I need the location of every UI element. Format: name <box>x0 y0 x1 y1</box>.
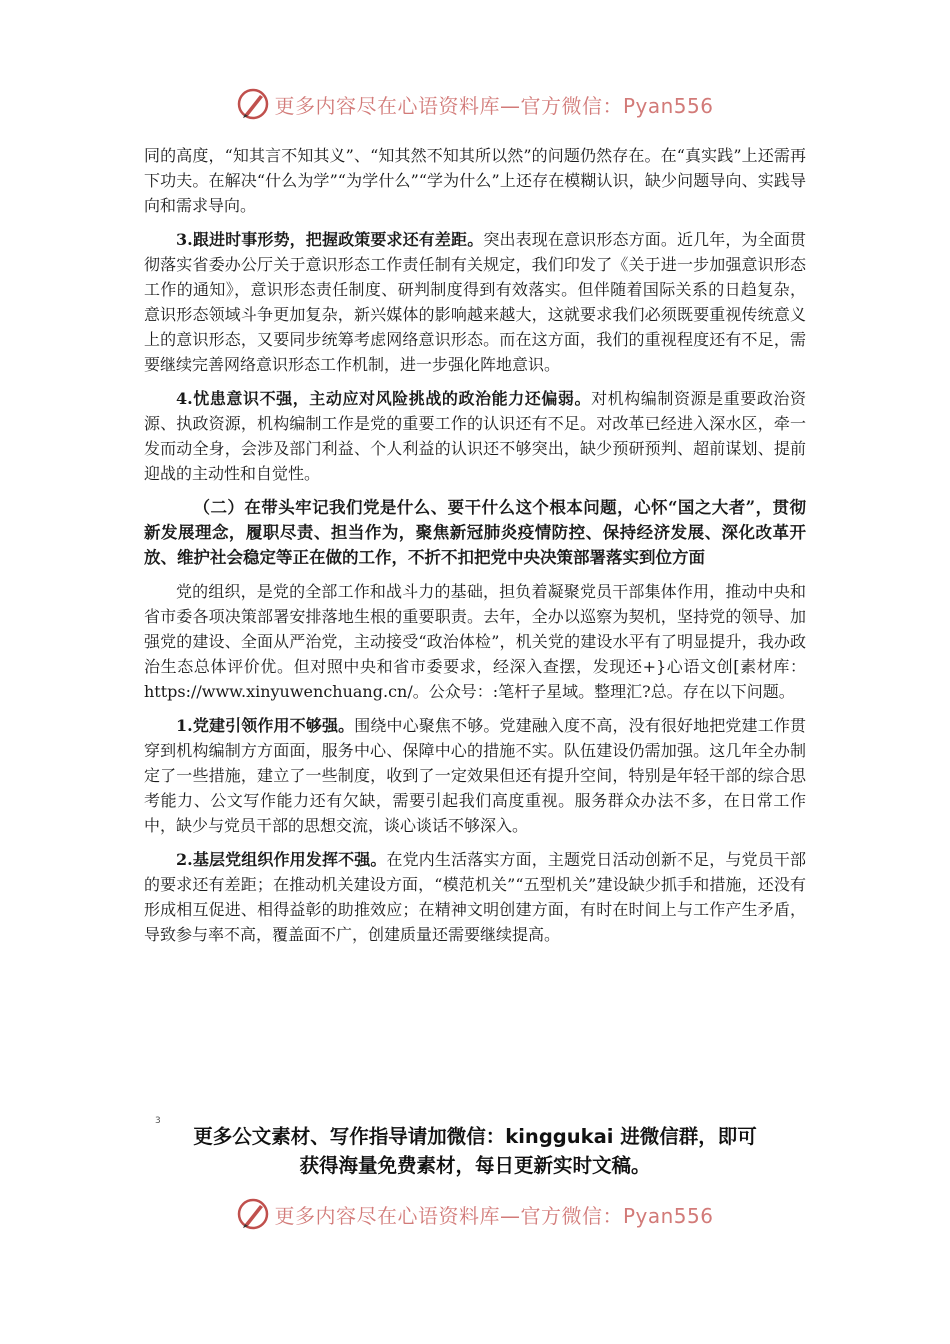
paragraph <box>144 227 806 377</box>
promo-block <box>150 1122 800 1180</box>
page-number: 3 <box>155 1116 161 1126</box>
paragraph <box>144 386 806 486</box>
paragraph: 党的组织，是党的全部工作和战斗力的基础，担负着凝聚党员干部集体作用，推动中央和省市委各项决策部署安排落地生根的重要职责。去年，全办以巡察为契机，坚持党的领导、加强党的建设、全面从严治党，主动接受“政治体检”，机关党的建设水平有了明显提升，我办政治生态总体评价优。但对照中央和省市委要求，经深入查摆，发现还+}心语文创[素材库：https://www.xinyuwenchuang.cn/。公众号：:笔杆子星域。整理汇?总。存在以下问题。 <box>144 582 806 701</box>
promo-line: 更多公文素材、写作指导请加微信：kinggukai 进微信群，即可 <box>193 1125 757 1148</box>
header-banner <box>0 84 950 124</box>
paragraph-text: 对机构编制资源是重要政治资源、执政资源，机构编制工作是党的重要工作的认识还有不足。对改革已经进入深水区，牵一发而动全身，会涉及部门利益、个人利益的认识还不够突出，缺少预研预判、超前谋划、提前迎战的主动性和自觉性。 <box>144 389 806 483</box>
paragraph: 同的高度，“知其言不知其义”、“知其然不知其所以然”的问题仍然存在。在“真实践”上还需再下功夫。在解决“什么为学”“为学什么”“学为什么”上还存在模糊认识，缺少问题导向、实践导向和需求导向。 <box>144 146 806 215</box>
subheading: 1.党建引领作用不够强。 <box>176 716 355 735</box>
document-body <box>144 143 806 947</box>
pen-logo-icon <box>236 1197 270 1231</box>
header-banner-text: 更多内容尽在心语资料库—官方微信：Pyan556 <box>274 93 714 118</box>
subheading: 3.跟进时事形势，把握政策要求还有差距。 <box>176 230 484 249</box>
paragraph-text: 围绕中心聚焦不够。党建融入度不高，没有很好地把党建工作贯穿到机构编制方方面面，服务中心、保障中心的措施不实。队伍建设仍需加强。这几年全办制定了一些措施，建立了一些制度，收到了一定效果但还有提升空间，特别是年轻干部的综合思考能力、公文写作能力还有欠缺，需要引起我们高度重视。服务群众办法不多，在日常工作中，缺少与党员干部的思想交流，谈心谈话不够深入。 <box>144 716 806 835</box>
section-heading: （二）在带头牢记我们党是什么、要干什么这个根本问题，心怀“国之大者”，贯彻新发展理念，履职尽责、担当作为，聚焦新冠肺炎疫情防控、保持经济发展、深化改革开放、维护社会稳定等正在做的工作，不折不扣把党中央决策部署落实到位方面 <box>144 498 806 567</box>
paragraph-text: 突出表现在意识形态方面。近几年，为全面贯彻落实省委办公厅关于意识形态工作责任制有关规定，我们印发了《关于进一步加强意识形态工作的通知》，意识形态责任制度、研判制度得到有效落实。但伴随着国际关系的日趋复杂，意识形态领域斗争更加复杂，新兴媒体的影响越来越大，这就要求我们必须既要重视传统意义上的意识形态，又要同步统筹考虑网络意识形态。而在这方面，我们的重视程度还有不足，需要继续完善网络意识形态工作机制，进一步强化阵地意识。 <box>144 230 806 374</box>
paragraph <box>144 847 806 947</box>
footer-banner <box>0 1194 950 1234</box>
paragraph <box>144 713 806 838</box>
footer-banner-text: 更多内容尽在心语资料库—官方微信：Pyan556 <box>274 1203 714 1228</box>
paragraph-text: 在党内生活落实方面，主题党日活动创新不足，与党员干部的要求还有差距；在推动机关建设方面，“模范机关”“五型机关”建设缺少抓手和措施，还没有形成相互促进、相得益彰的助推效应；在精神文明创建方面，有时在时间上与工作产生矛盾，导致参与率不高，覆盖面不广，创建质量还需要继续提高。 <box>144 850 806 944</box>
promo-line: 获得海量免费素材，每日更新实时文稿。 <box>299 1154 651 1177</box>
subheading: 4.忧患意识不强，主动应对风险挑战的政治能力还偏弱。 <box>176 389 592 408</box>
pen-logo-icon <box>236 87 270 121</box>
subheading: 2.基层党组织作用发挥不强。 <box>176 850 387 869</box>
